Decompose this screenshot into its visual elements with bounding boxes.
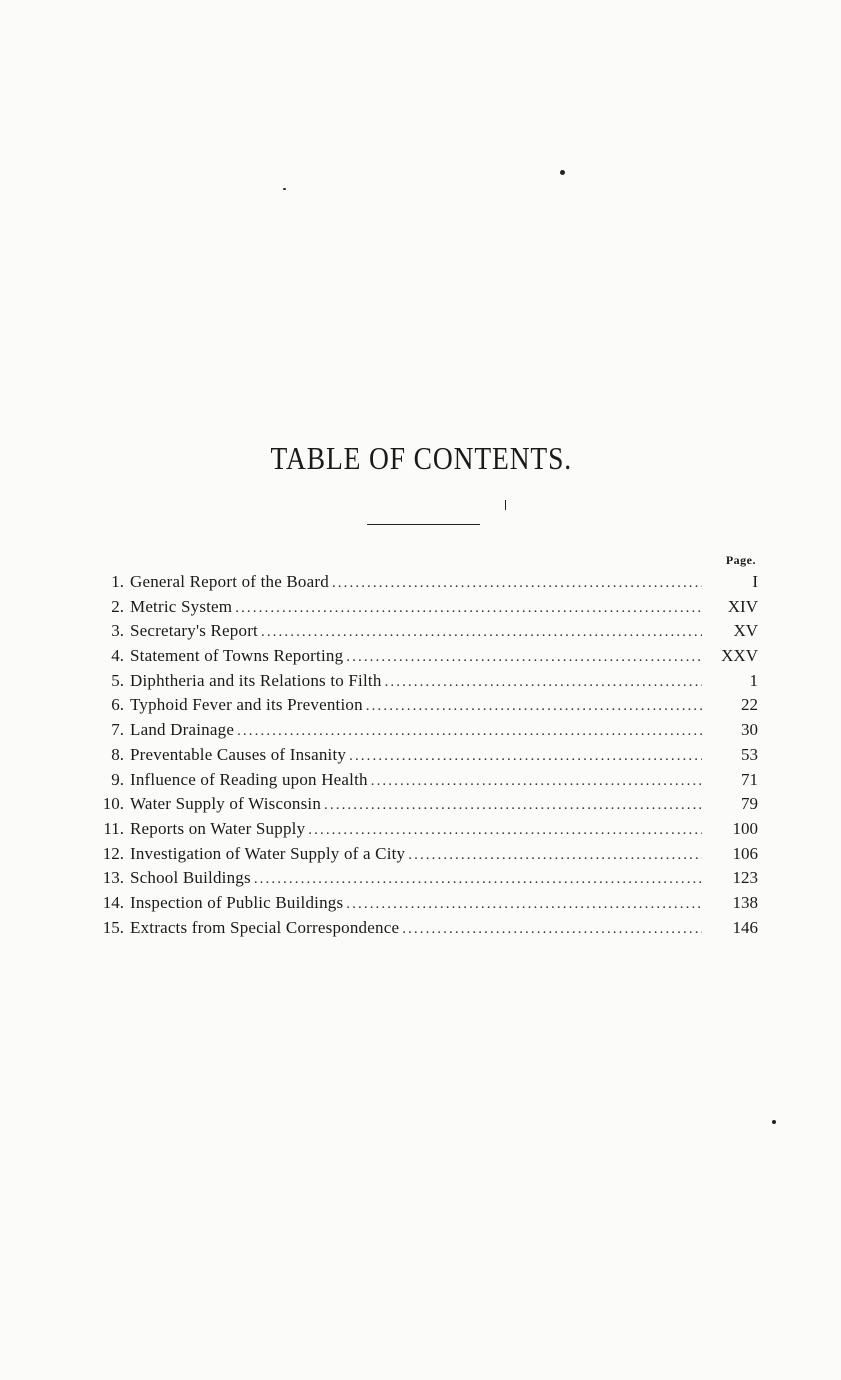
toc-entry-number: 12. [102,843,124,863]
title-rule [367,524,480,525]
toc-entry-number: 14. [102,892,124,912]
toc-leader-dots [308,818,702,843]
page-column-label: Page. [725,553,756,567]
toc-entry-page: 146 [732,917,758,937]
toc-leader-dots [346,892,702,917]
toc-entry[interactable] [88,669,758,694]
toc-leader-dots [346,645,702,670]
toc-leader-dots [332,571,702,596]
toc-entry-title: School Buildings [130,868,251,888]
scan-speck [772,1120,776,1124]
toc-entry-page: I [752,572,758,591]
toc-entry-number: 8. [111,744,124,764]
toc-entry-title: Typhoid Fever and its Prevention [130,695,363,715]
toc-entry[interactable] [88,842,758,867]
toc-entry[interactable] [88,916,758,941]
toc-leader-dots [349,744,702,769]
toc-entry-number: 7. [111,720,124,740]
toc-entry[interactable] [88,570,758,595]
toc-entry-page: 22 [741,695,758,715]
toc-entry-page: 123 [732,868,758,888]
toc-entry-page: 53 [741,744,758,764]
toc-entry-page: 79 [741,794,758,814]
toc-entry-number: 3. [111,621,124,641]
toc-entry[interactable] [88,866,758,891]
toc-leader-dots [402,917,702,942]
toc-entry-title: Diphtheria and its Relations to Filth [130,670,382,690]
scan-speck [560,170,565,175]
toc-entry-title: Secretary's Report [130,621,258,641]
toc-entry-number: 2. [111,596,124,616]
toc-entry-title: General Report of the Board [130,572,329,591]
toc-entry-number: 10. [102,794,124,814]
scan-speck [505,500,506,510]
toc-entry-number: 11. [103,818,124,838]
toc-entry-page: XIV [727,596,758,616]
toc-entry-title: Preventable Causes of Insanity [130,744,347,764]
toc-entry-page: XV [733,621,758,641]
toc-entry-page: 30 [741,720,758,740]
toc-entry-number: 4. [111,646,124,666]
toc-entry-title: Water Supply of Wisconsin [130,794,322,814]
toc-entry[interactable] [88,817,758,842]
page-title: TABLE OF CONTENTS. [270,440,572,476]
toc-entry-title: Inspection of Public Buildings [130,892,344,912]
toc-leader-dots [261,620,702,645]
toc-entry[interactable] [88,644,758,669]
toc-entry[interactable] [88,768,758,793]
toc-entry[interactable] [88,693,758,718]
toc-entry-title: Metric System [130,596,233,616]
toc-list [88,570,758,940]
toc-leader-dots [235,596,702,621]
toc-entry-page: 71 [741,769,758,789]
toc-entry-number: 9. [111,769,124,789]
toc-entry-number: 1. [111,572,124,591]
toc-entry-page: 100 [732,818,758,838]
toc-entry-number: 6. [111,695,124,715]
toc-entry[interactable] [88,792,758,817]
toc-entry-page: 1 [749,670,758,690]
toc-leader-dots [366,694,702,719]
toc-entry-number: 15. [102,917,124,937]
toc-leader-dots [237,719,702,744]
toc-entry-title: Extracts from Special Correspondence [130,917,400,937]
toc-entry-page: 138 [732,892,758,912]
toc-leader-dots [254,867,702,892]
toc-leader-dots [385,670,702,695]
scan-speck [283,188,286,190]
toc-entry-title: Land Drainage [130,720,235,740]
toc-entry-title: Influence of Reading upon Health [130,769,368,789]
toc-entry-title: Statement of Towns Reporting [130,646,344,666]
toc-leader-dots [324,793,702,818]
toc-entry-title: Reports on Water Supply [130,818,306,838]
toc-entry[interactable] [88,718,758,743]
toc-leader-dots [371,769,702,794]
toc-leader-dots [408,843,702,868]
toc-entry-page: 106 [732,843,758,863]
toc-entry[interactable] [88,743,758,768]
toc-entry-number: 5. [111,670,124,690]
toc-entry-title: Investigation of Water Supply of a City [130,843,406,863]
toc-entry-number: 13. [102,868,124,888]
toc-entry[interactable] [88,619,758,644]
toc-entry[interactable] [88,891,758,916]
toc-entry[interactable] [88,595,758,620]
toc-entry-page: XXV [721,646,758,666]
